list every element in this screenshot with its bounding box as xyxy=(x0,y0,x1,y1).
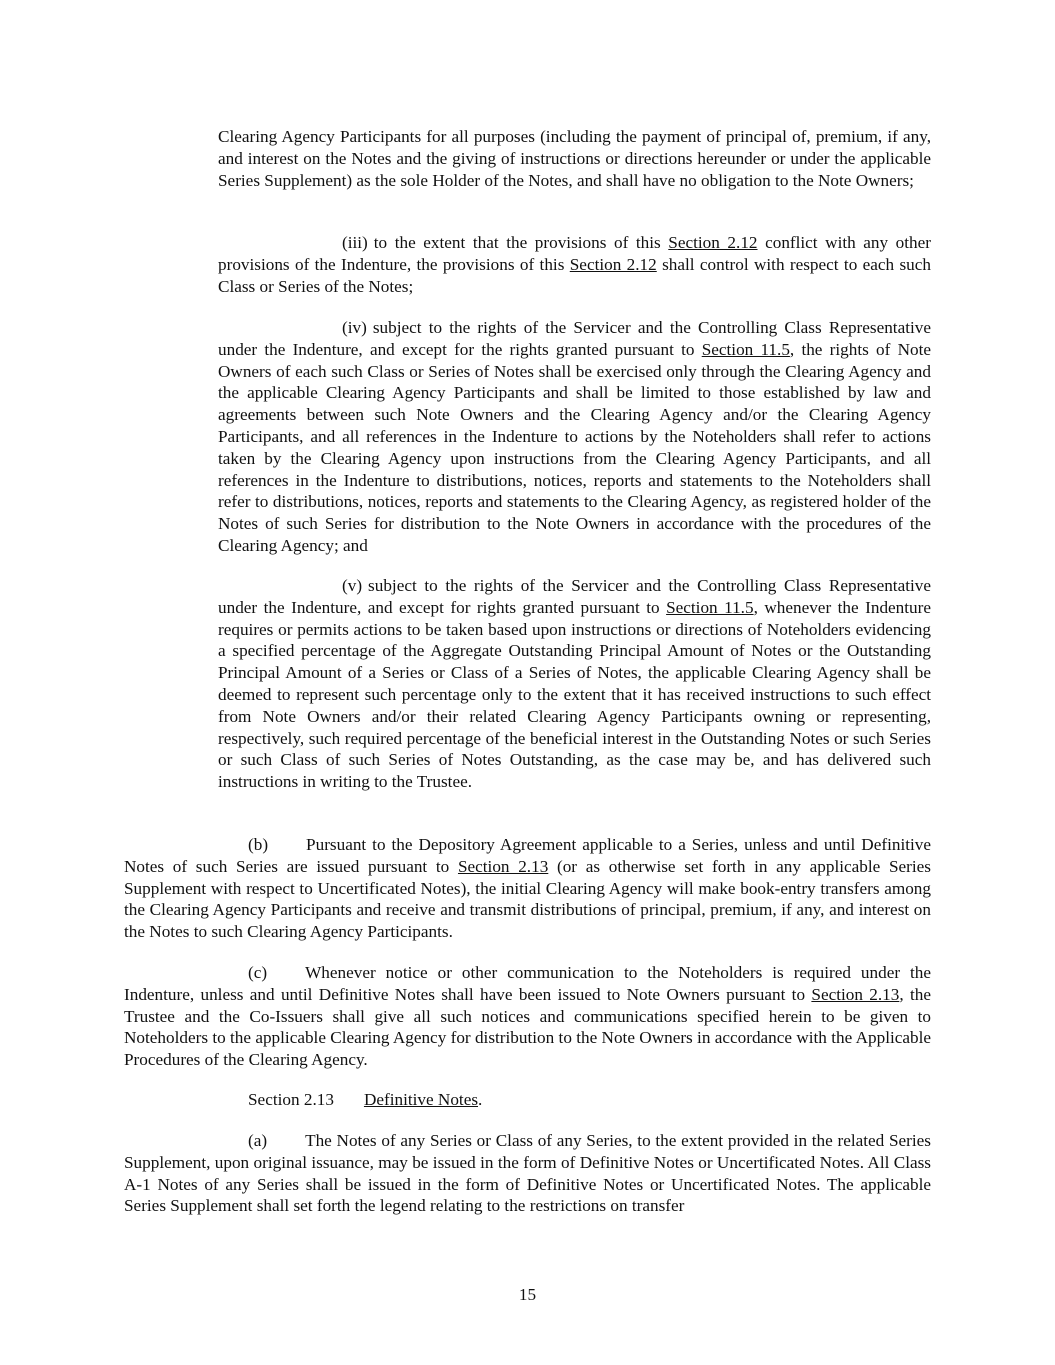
clause-iii: (iii) to the extent that the provisions of this Section 2.12 conflict with any other provisions of the Indenture, the provisions of this Section 2.12 shall control with respect to each such Class or Series of the Notes; xyxy=(218,233,932,296)
section-number: Section 2.13 xyxy=(248,1090,334,1109)
clause-label: (v) xyxy=(342,576,363,595)
paragraph-a: (a) The Notes of any Series or Class of any Series, to the extent provided in the related Series Supplement, upon original issuance, may be issued in the form of Definitive Notes or Uncertificated Notes. All Class A-1 Notes of any Series shall be issued in the form of Definitive Notes or Uncertificated Notes. The applicable Series Supplement shall set forth the legend relating to the restrictions on transfer xyxy=(124,1131,931,1216)
clause-label: (iii) xyxy=(342,233,368,252)
clause-v: (v) subject to the rights of the Servicer and the Controlling Class Representative under the Indenture, and except for rights granted pursuant to Section 11.5, whenever the Indenture requires or permits actions to be taken based upon instructions or directions of Noteholders evidencing a specified percentage of the Aggregate Outstanding Principal Amount of Notes or the Outstanding Principal Amount of a Series or Class of a Series of Notes, the applicable Clearing Agency shall be deemed to represent such percentage only to the extent that it has received instructions to such effect from Note Owners and/or their related Clearing Agency Participants owning or representing, respectively, such required percentage of the beneficial interest in the Outstanding Notes or such Series or such Class of such Series of Notes Outstanding, as the case may be, and has delivered such instructions in writing to the Trustee. xyxy=(218,576,931,792)
section-reference[interactable]: Section 11.5 xyxy=(701,339,790,359)
section-reference[interactable]: Section 2.13 xyxy=(457,856,549,876)
paragraph-b: (b) Pursuant to the Depository Agreement applicable to a Series, unless and until Definitive Notes of such Series are issued pursuant to Section 2.13 (or as otherwise set forth in any applicable Series Supplement with respect to Uncertificated Notes), the initial Clearing Agency will make book-entry transfers among the Clearing Agency Participants and receive and transmit distributions of principal, premium, if any, and interest on the Notes to such Clearing Agency Participants. xyxy=(124,835,931,942)
section-heading: Section 2.13 Definitive Notes. xyxy=(248,1090,483,1109)
section-title: Definitive Notes xyxy=(363,1090,479,1109)
section-reference[interactable]: Section 2.12 xyxy=(668,233,758,252)
section-reference[interactable]: Section 2.13 xyxy=(811,984,900,1004)
page-number: 15 xyxy=(518,1285,537,1304)
paragraph-label: (c) xyxy=(248,963,268,982)
section-reference[interactable]: Section 2.12 xyxy=(569,254,657,274)
paragraph-c: (c) Whenever notice or other communication to the Noteholders is required under the Indenture, unless and until Definitive Notes shall have been issued to Note Owners pursuant to Section 2.13, the Trustee and the Co-Issuers shall give all such notices and communications specified herein to be given to Noteholders to the applicable Clearing Agency for distribution to the Note Owners in accordance with the Applicable Procedures of the Clearing Agency. xyxy=(124,963,931,1070)
paragraph-label: (b) xyxy=(248,835,269,854)
paragraph-label: (a) xyxy=(248,1131,268,1150)
section-reference[interactable]: Section 11.5 xyxy=(666,597,754,617)
clause-label: (iv) xyxy=(342,318,367,337)
clause-iv: (iv) subject to the rights of the Servicer and the Controlling Class Representative under the Indenture, and except for the rights granted pursuant to Section 11.5, the rights of Note Owners of each such Class or Series of Notes shall be exercised only through the Clearing Agency and the applicable Clearing Agency Participants and shall be limited to those established by law and agreements between such Note Owners and the Clearing Agency and/or the Clearing Agency Participants, and all references in the Indenture to actions by the Noteholders shall refer to actions taken by the Clearing Agency upon instructions from the Clearing Agency Participants, and all references in the Indenture to distributions, notices, reports and statements to the Noteholders shall refer to distributions, notices, reports and statements to the Clearing Agency, as registered holder of the Notes of such Series for distribution to the Note Owners in accordance with the procedures of the Clearing Agency; and xyxy=(218,318,931,555)
paragraph-continuation: Clearing Agency Participants for all purposes (including the payment of principal of, premium, if any, and interest on the Notes and the giving of instructions or directions hereunder or under the applicable Series Supplement) as the sole Holder of the Notes, and shall have no obligation to the Note Owners; xyxy=(218,127,931,190)
